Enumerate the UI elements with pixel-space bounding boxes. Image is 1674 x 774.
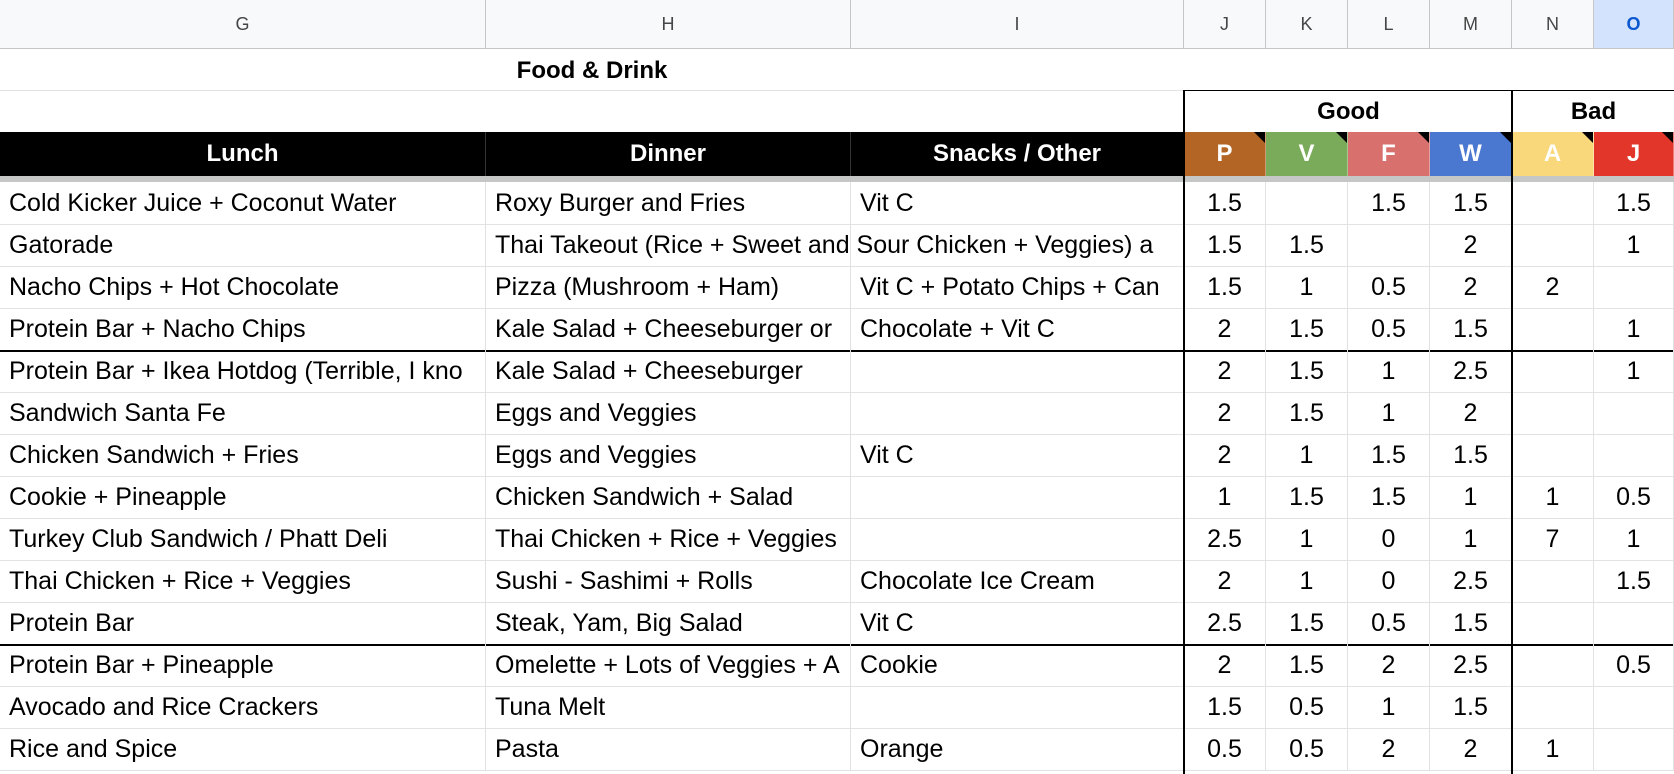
score-label: V — [1298, 140, 1315, 167]
cell-dinner[interactable]: Sushi - Sashimi + Rolls — [486, 560, 851, 602]
cell-score-a[interactable] — [1512, 350, 1594, 392]
cell-lunch[interactable]: Chicken Sandwich + Fries — [0, 434, 486, 476]
cell-score-a[interactable] — [1512, 686, 1594, 728]
cell-score-a[interactable] — [1512, 182, 1594, 224]
cell-lunch[interactable]: Protein Bar — [0, 602, 486, 644]
header-score-w[interactable] — [1430, 132, 1512, 176]
cell-lunch[interactable]: Cookie + Pineapple — [0, 476, 486, 518]
cell-dinner[interactable]: Kale Salad + Cheeseburger — [486, 350, 851, 392]
cell-score-w[interactable]: 2.5 — [1430, 644, 1512, 686]
cell-score-a[interactable] — [1512, 392, 1594, 434]
table-row — [0, 308, 1674, 352]
cell-snacks[interactable]: Cookie — [851, 644, 1184, 686]
cell-lunch[interactable]: Sandwich Santa Fe — [0, 392, 486, 434]
cell-score-v[interactable]: 1 — [1266, 434, 1348, 476]
table-row — [0, 182, 1674, 225]
header-score-f[interactable] — [1348, 132, 1430, 176]
note-indicator-icon — [1254, 132, 1265, 143]
cell-score-f[interactable]: 1.5 — [1348, 476, 1430, 518]
table-row — [0, 644, 1674, 687]
cell-score-w[interactable]: 1.5 — [1430, 602, 1512, 644]
cell-snacks[interactable] — [851, 224, 1184, 266]
cell-score-a[interactable]: 2 — [1512, 266, 1594, 308]
note-indicator-icon — [1418, 132, 1429, 143]
group-good-label[interactable]: Good — [1184, 90, 1512, 132]
cell-score-w[interactable]: 1 — [1430, 476, 1512, 518]
cell-score-j[interactable]: 1.5 — [1594, 182, 1674, 224]
note-indicator-icon — [1336, 132, 1347, 143]
cell-lunch[interactable]: Protein Bar + Pineapple — [0, 644, 486, 686]
cell-dinner[interactable]: Pasta — [486, 728, 851, 770]
cell-score-p[interactable]: 1.5 — [1184, 686, 1266, 728]
cell-snacks[interactable]: Vit C — [851, 602, 1184, 644]
column-header-h[interactable]: H — [486, 0, 851, 48]
cell-score-j[interactable] — [1594, 392, 1674, 434]
cell-score-a[interactable] — [1512, 434, 1594, 476]
cell-score-v[interactable]: 1.5 — [1266, 308, 1348, 350]
cell-score-a[interactable] — [1512, 602, 1594, 644]
cell-score-p[interactable]: 2 — [1184, 350, 1266, 392]
cell-snacks[interactable] — [851, 476, 1184, 518]
cell-snacks[interactable]: Chocolate Ice Cream — [851, 560, 1184, 602]
score-label: A — [1543, 140, 1562, 167]
cell-score-w[interactable]: 2 — [1430, 728, 1512, 770]
cell-score-f[interactable]: 0.5 — [1348, 602, 1430, 644]
cell-score-w[interactable]: 2.5 — [1430, 560, 1512, 602]
cell-snacks[interactable]: Vit C — [851, 434, 1184, 476]
cell-score-j[interactable] — [1594, 434, 1674, 476]
cell-dinner[interactable]: Steak, Yam, Big Salad — [486, 602, 851, 644]
cell-score-v[interactable]: 1.5 — [1266, 476, 1348, 518]
sheet-title[interactable]: Food & Drink — [516, 57, 668, 84]
cell-score-v[interactable]: 1.5 — [1266, 224, 1348, 266]
cell-score-p[interactable]: 1.5 — [1184, 266, 1266, 308]
table-row — [0, 350, 1674, 393]
table-row — [0, 518, 1674, 561]
cell-snacks[interactable]: Vit C + Potato Chips + Can — [851, 266, 1184, 308]
cell-dinner[interactable]: Omelette + Lots of Veggies + A — [486, 644, 851, 686]
header-score-a[interactable] — [1512, 132, 1594, 176]
cell-score-w[interactable]: 1.5 — [1430, 182, 1512, 224]
cell-dinner[interactable]: Pizza (Mushroom + Ham) — [486, 266, 851, 308]
score-label: W — [1459, 140, 1482, 167]
cell-lunch[interactable]: Cold Kicker Juice + Coconut Water — [0, 182, 486, 224]
note-indicator-icon — [1662, 132, 1673, 143]
cell-dinner[interactable]: Tuna Melt — [486, 686, 851, 728]
cell-score-w[interactable]: 1.5 — [1430, 308, 1512, 350]
cell-score-a[interactable] — [1512, 224, 1594, 266]
header-score-j[interactable] — [1594, 132, 1674, 176]
bad-group-left-border — [1511, 90, 1513, 774]
cell-score-p[interactable]: 2 — [1184, 434, 1266, 476]
cell-dinner[interactable]: Chicken Sandwich + Salad — [486, 476, 851, 518]
column-header-i[interactable]: I — [851, 0, 1184, 48]
cell-score-w[interactable]: 2 — [1430, 224, 1512, 266]
table-row — [0, 224, 1674, 267]
cell-score-v[interactable]: 1 — [1266, 560, 1348, 602]
table-row — [0, 434, 1674, 477]
score-label: F — [1381, 140, 1396, 167]
cell-score-v[interactable]: 1 — [1266, 518, 1348, 560]
cell-snacks[interactable] — [851, 392, 1184, 434]
cell-score-p[interactable]: 2 — [1184, 308, 1266, 350]
cell-score-j[interactable] — [1594, 728, 1674, 770]
cell-dinner[interactable]: Eggs and Veggies — [486, 434, 851, 476]
cell-score-j[interactable]: 1 — [1594, 518, 1674, 560]
table-row — [0, 266, 1674, 309]
cell-score-f[interactable]: 0.5 — [1348, 266, 1430, 308]
table-row — [0, 602, 1674, 646]
cell-score-a[interactable] — [1512, 308, 1594, 350]
cell-score-f[interactable]: 2 — [1348, 728, 1430, 770]
cell-score-a[interactable]: 1 — [1512, 476, 1594, 518]
cell-score-w[interactable]: 1.5 — [1430, 686, 1512, 728]
cell-score-f[interactable]: 0 — [1348, 518, 1430, 560]
cell-dinner[interactable]: Eggs and Veggies — [486, 392, 851, 434]
cell-score-p[interactable]: 2.5 — [1184, 602, 1266, 644]
cell-dinner[interactable]: Thai Takeout (Rice + Sweet and Sour Chicken + Veggies) a — [486, 224, 851, 266]
column-header-m[interactable]: M — [1430, 0, 1512, 48]
table-row — [0, 560, 1674, 603]
cell-score-w[interactable]: 2 — [1430, 392, 1512, 434]
cell-score-a[interactable] — [1512, 644, 1594, 686]
cell-score-v[interactable]: 1 — [1266, 266, 1348, 308]
group-row — [0, 90, 1674, 132]
cell-score-p[interactable]: 1.5 — [1184, 182, 1266, 224]
cell-lunch[interactable]: Turkey Club Sandwich / Phatt Deli — [0, 518, 486, 560]
cell-score-f[interactable]: 2 — [1348, 644, 1430, 686]
cell-score-p[interactable]: 0.5 — [1184, 728, 1266, 770]
cell-score-f[interactable] — [1348, 224, 1430, 266]
header-score-p[interactable] — [1184, 132, 1266, 176]
header-snacks[interactable]: Snacks / Other — [851, 132, 1184, 176]
column-header-row — [0, 0, 1674, 49]
cell-score-f[interactable]: 1 — [1348, 350, 1430, 392]
cell-score-p[interactable]: 1 — [1184, 476, 1266, 518]
cell-score-j[interactable] — [1594, 686, 1674, 728]
cell-score-j[interactable]: 1 — [1594, 350, 1674, 392]
score-label: J — [1626, 140, 1641, 167]
cell-lunch[interactable]: Protein Bar + Ikea Hotdog (Terrible, I kno — [0, 350, 486, 392]
cell-snacks[interactable] — [851, 518, 1184, 560]
cell-snacks[interactable]: Chocolate + Vit C — [851, 308, 1184, 350]
column-header-o-selected[interactable]: O — [1594, 0, 1674, 48]
cell-score-f[interactable]: 1.5 — [1348, 182, 1430, 224]
note-indicator-icon — [1500, 132, 1511, 143]
cell-score-f[interactable]: 1.5 — [1348, 434, 1430, 476]
cell-score-p[interactable]: 2.5 — [1184, 518, 1266, 560]
table-row — [0, 728, 1674, 771]
cell-dinner[interactable]: Kale Salad + Cheeseburger or — [486, 308, 851, 350]
cell-score-j[interactable]: 1 — [1594, 308, 1674, 350]
table-row — [0, 392, 1674, 435]
column-header-k[interactable]: K — [1266, 0, 1348, 48]
header-lunch[interactable]: Lunch — [0, 132, 486, 176]
cell-score-w[interactable]: 2 — [1430, 266, 1512, 308]
cell-score-p[interactable]: 1.5 — [1184, 224, 1266, 266]
cell-score-f[interactable]: 1 — [1348, 686, 1430, 728]
cell-score-j[interactable]: 1 — [1594, 224, 1674, 266]
cell-score-v[interactable]: 1.5 — [1266, 350, 1348, 392]
cell-score-j[interactable] — [1594, 266, 1674, 308]
good-group-left-border — [1183, 90, 1185, 774]
column-header-j[interactable]: J — [1184, 0, 1266, 48]
cell-score-w[interactable]: 1 — [1430, 518, 1512, 560]
cell-snacks[interactable]: Orange — [851, 728, 1184, 770]
cell-lunch[interactable]: Thai Chicken + Rice + Veggies — [0, 560, 486, 602]
cell-score-v[interactable]: 0.5 — [1266, 686, 1348, 728]
column-header-l[interactable]: L — [1348, 0, 1430, 48]
cell-score-v[interactable] — [1266, 182, 1348, 224]
header-dinner[interactable]: Dinner — [486, 132, 851, 176]
cell-score-j[interactable]: 0.5 — [1594, 644, 1674, 686]
cell-score-v[interactable]: 1.5 — [1266, 392, 1348, 434]
cell-dinner[interactable]: Thai Chicken + Rice + Veggies — [486, 518, 851, 560]
cell-score-j[interactable]: 1.5 — [1594, 560, 1674, 602]
group-bad-label[interactable]: Bad — [1512, 90, 1674, 132]
cell-score-f[interactable]: 0.5 — [1348, 308, 1430, 350]
cell-dinner[interactable]: Roxy Burger and Fries — [486, 182, 851, 224]
cell-lunch[interactable]: Protein Bar + Nacho Chips — [0, 308, 486, 350]
cell-score-a[interactable]: 7 — [1512, 518, 1594, 560]
cell-snacks[interactable] — [851, 350, 1184, 392]
cell-score-v[interactable]: 1.5 — [1266, 602, 1348, 644]
table-row — [0, 476, 1674, 519]
cell-score-j[interactable] — [1594, 602, 1674, 644]
cell-lunch[interactable]: Gatorade — [0, 224, 486, 266]
column-header-n[interactable]: N — [1512, 0, 1594, 48]
cell-score-w[interactable]: 2.5 — [1430, 350, 1512, 392]
title-row — [0, 48, 1674, 91]
column-header-g[interactable]: G — [0, 0, 486, 48]
cell-lunch[interactable]: Rice and Spice — [0, 728, 486, 770]
cell-score-f[interactable]: 1 — [1348, 392, 1430, 434]
header-score-v[interactable] — [1266, 132, 1348, 176]
header-row — [0, 132, 1674, 176]
cell-score-a[interactable] — [1512, 560, 1594, 602]
table-row — [0, 686, 1674, 729]
cell-score-p[interactable]: 2 — [1184, 392, 1266, 434]
cell-score-p[interactable]: 2 — [1184, 644, 1266, 686]
cell-lunch[interactable]: Avocado and Rice Crackers — [0, 686, 486, 728]
cell-score-w[interactable]: 1.5 — [1430, 434, 1512, 476]
cell-score-v[interactable]: 0.5 — [1266, 728, 1348, 770]
cell-score-v[interactable]: 1.5 — [1266, 644, 1348, 686]
cell-score-p[interactable]: 2 — [1184, 560, 1266, 602]
cell-snacks[interactable] — [851, 686, 1184, 728]
note-indicator-icon — [1582, 132, 1593, 143]
score-label: P — [1216, 140, 1233, 167]
cell-score-j[interactable]: 0.5 — [1594, 476, 1674, 518]
cell-lunch[interactable]: Nacho Chips + Hot Chocolate — [0, 266, 486, 308]
cell-score-f[interactable]: 0 — [1348, 560, 1430, 602]
cell-score-a[interactable]: 1 — [1512, 728, 1594, 770]
cell-snacks[interactable]: Vit C — [851, 182, 1184, 224]
